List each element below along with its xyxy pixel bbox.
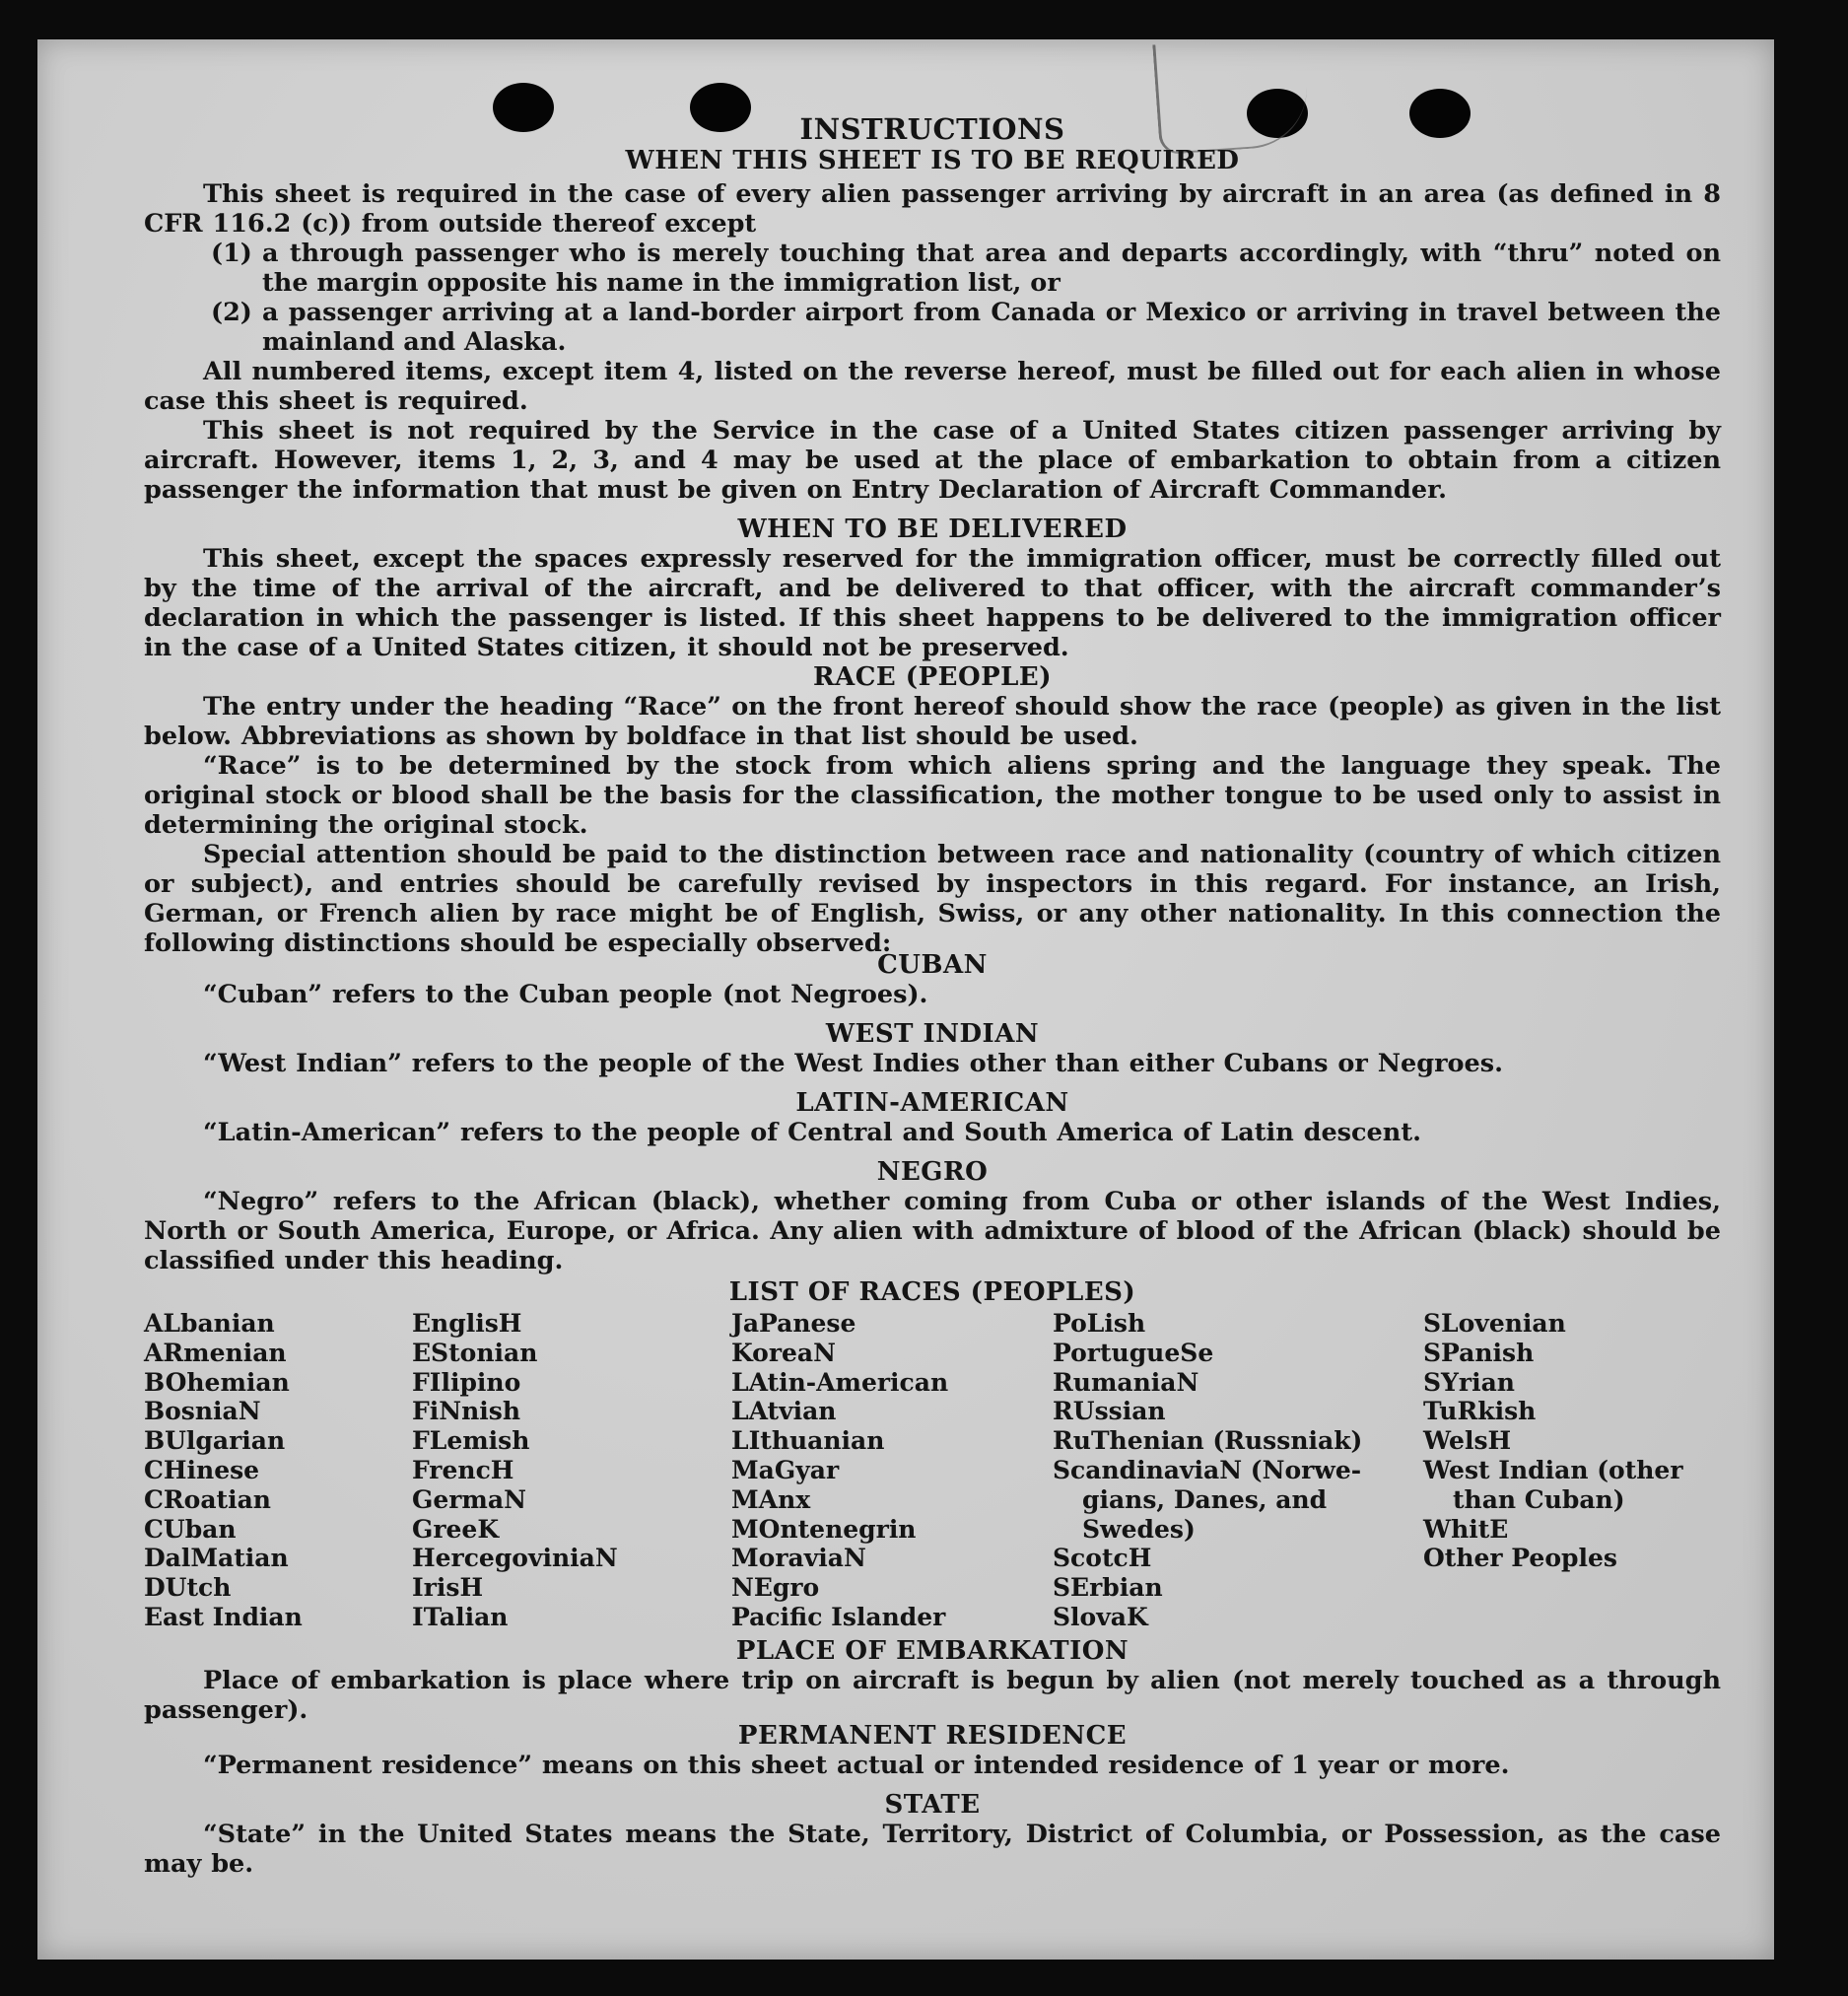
race-entry: LAtin-American	[731, 1367, 949, 1397]
race-entry: LIthuanian	[731, 1426, 885, 1456]
race-entry: ScandinaviaN (Norwe-	[1053, 1455, 1362, 1484]
race-entry: ITalian	[412, 1602, 509, 1631]
latin-american-definition: “Latin-American” refers to the people of Central and South America of Latin descent.	[203, 1118, 1421, 1147]
race-entry: Other Peoples	[1423, 1544, 1617, 1573]
race-entry: FIlipino	[412, 1367, 521, 1397]
embarkation-heading: PLACE OF EMBARKATION	[735, 1636, 1129, 1666]
race-entry: PoLish	[1053, 1309, 1146, 1338]
required-intro: This sheet is required in the case of every alien passenger arriving by aircraft in an area (as defined in 8 CFR 116.2 (c)) from outside thereof except	[144, 179, 1721, 239]
race-entry: West Indian (other	[1423, 1455, 1683, 1484]
race-entry: RuThenian (Russniak)	[1053, 1426, 1363, 1456]
race-entry: HercegoviniaN	[412, 1544, 618, 1573]
instructions-heading: INSTRUCTIONS	[799, 112, 1065, 146]
delivered-paragraph: This sheet, except the spaces expressly reserved for the immigration officer, must be correctly filled out by the time of the arrival of the aircraft, and be delivered to that officer, with the aircraft commander’s declaration in which the passenger is listed. If this sheet happens to be delivered to the immigration officer in the case of a United States citizen, it should not be preserved.	[144, 544, 1721, 662]
cuban-heading: CUBAN	[877, 950, 988, 980]
negro-heading: NEGRO	[876, 1157, 989, 1187]
race-entry: ALbanian	[144, 1309, 275, 1338]
not-required-paragraph: This sheet is not required by the Service in the case of a United States citizen passenger arriving by aircraft. However, items 1, 2, 3, and 4 may be used at the place of embarkation to obtain from a citizen passenger the information that must be given on Entry Declaration of Aircraft Commander.	[144, 416, 1721, 505]
special-attention-paragraph: Special attention should be paid to the distinction between race and nationality (country of which citizen or subject), and entries should be carefully revised by inspectors in this regard. For instance, an Irish, German, or French alien by race might be of English, Swiss, or any other nationality. In this connection the following distinctions should be especially observed:	[144, 840, 1721, 958]
exception-item-1	[211, 239, 1721, 298]
race-entry: IrisH	[412, 1573, 484, 1603]
item-text: a through passenger who is merely touching that area and departs accordingly, with “thru” noted on the margin opposite his name in the immigration list, or	[262, 239, 1721, 298]
race-entry: BUlgarian	[144, 1426, 286, 1456]
race-entry: SErbian	[1053, 1573, 1163, 1603]
exception-item-2	[211, 298, 1721, 357]
race-column-2	[412, 1309, 618, 1632]
latin-american-heading: LATIN-AMERICAN	[795, 1088, 1069, 1118]
race-entry: TuRkish	[1423, 1397, 1537, 1426]
race-entry: FrencH	[412, 1455, 514, 1484]
race-entry: Pacific Islander	[731, 1602, 946, 1631]
when-delivered-heading: WHEN TO BE DELIVERED	[737, 515, 1128, 544]
race-determined-paragraph: “Race” is to be determined by the stock from which aliens spring and the language they speak. The original stock or blood shall be the basis for the classification, the mother tongue to be used only to assist in determining the original stock.	[144, 751, 1721, 840]
race-entry: EStonian	[412, 1338, 538, 1367]
race-entry: BOhemian	[144, 1367, 290, 1397]
race-entry-paragraph: The entry under the heading “Race” on the front hereof should show the race (people) as given in the list below. Abbreviations as shown by boldface in that list should be used.	[144, 692, 1721, 751]
negro-definition: “Negro” refers to the African (black), whether coming from Cuba or other islands of the West Indies, North or South America, Europe, or Africa. Any alien with admixture of blood of the African (black) should be classified under this heading.	[144, 1187, 1721, 1275]
race-entry-continued: gians, Danes, and	[1082, 1484, 1328, 1514]
race-entry: CHinese	[144, 1455, 260, 1484]
race-entry: BosniaN	[144, 1397, 261, 1426]
race-column-3	[731, 1309, 948, 1632]
race-entry: MaGyar	[731, 1455, 840, 1484]
race-entry: ScotcH	[1053, 1544, 1152, 1573]
item-number: (2)	[211, 298, 252, 327]
race-entry: RumaniaN	[1053, 1367, 1199, 1397]
cuban-definition: “Cuban” refers to the Cuban people (not Negroes).	[203, 980, 928, 1009]
race-entry: FLemish	[412, 1426, 530, 1456]
race-entry: GreeK	[412, 1514, 500, 1544]
state-definition: “State” in the United States means the State, Territory, District of Columbia, or Possession, as the case may be.	[144, 1820, 1721, 1879]
when-required-heading: WHEN THIS SHEET IS TO BE REQUIRED	[625, 146, 1240, 175]
race-entry: LAtvian	[731, 1397, 837, 1426]
race-entry: SYrian	[1423, 1367, 1515, 1397]
race-entry: MoraviaN	[731, 1544, 866, 1573]
race-column-1	[144, 1309, 303, 1632]
race-entry: KoreaN	[731, 1338, 836, 1367]
race-entry-continued: Swedes)	[1082, 1514, 1196, 1544]
race-entry: DUtch	[144, 1573, 232, 1603]
race-entry: SLovenian	[1423, 1309, 1566, 1338]
race-entry: FiNnish	[412, 1397, 521, 1426]
race-entry: MOntenegrin	[731, 1514, 917, 1544]
numbered-items-paragraph: All numbered items, except item 4, listed on the reverse hereof, must be filled out for each alien in whose case this sheet is required.	[144, 357, 1721, 416]
race-entry: NEgro	[731, 1573, 820, 1603]
permanent-residence-definition: “Permanent residence” means on this sheet actual or intended residence of 1 year or more.	[203, 1751, 1510, 1780]
race-entry: ARmenian	[144, 1338, 287, 1367]
west-indian-definition: “West Indian” refers to the people of the West Indies other than either Cubans or Negroes.	[203, 1049, 1503, 1078]
race-column-5	[1423, 1309, 1683, 1573]
list-of-races-heading: LIST OF RACES (PEOPLES)	[728, 1277, 1136, 1307]
race-heading: RACE (PEOPLE)	[812, 662, 1053, 692]
permanent-residence-heading: PERMANENT RESIDENCE	[737, 1721, 1128, 1751]
race-entry: WelsH	[1423, 1426, 1512, 1456]
race-entry: CRoatian	[144, 1484, 271, 1514]
race-entry: CUban	[144, 1514, 237, 1544]
race-entry: JaPanese	[731, 1309, 856, 1338]
embarkation-definition: Place of embarkation is place where trip on aircraft is begun by alien (not merely touched as a through passenger).	[144, 1666, 1721, 1725]
race-entry: EnglisH	[412, 1309, 522, 1338]
race-entry: RUssian	[1053, 1397, 1166, 1426]
race-entry: PortugueSe	[1053, 1338, 1214, 1367]
race-entry: DalMatian	[144, 1544, 289, 1573]
state-heading: STATE	[884, 1790, 981, 1820]
race-entry: MAnx	[731, 1484, 811, 1514]
race-entry: SPanish	[1423, 1338, 1535, 1367]
document-sheet	[37, 39, 1774, 1960]
race-entry: SlovaK	[1053, 1602, 1148, 1631]
item-text: a passenger arriving at a land-border airport from Canada or Mexico or arriving in travel between the mainland and Alaska.	[262, 298, 1721, 357]
west-indian-heading: WEST INDIAN	[825, 1019, 1040, 1049]
race-entry-continued: than Cuban)	[1453, 1484, 1625, 1514]
race-entry: WhitE	[1423, 1514, 1509, 1544]
race-column-4	[1053, 1309, 1362, 1632]
item-number: (1)	[211, 239, 252, 268]
race-entry: GermaN	[412, 1484, 526, 1514]
race-entry: East Indian	[144, 1602, 303, 1631]
